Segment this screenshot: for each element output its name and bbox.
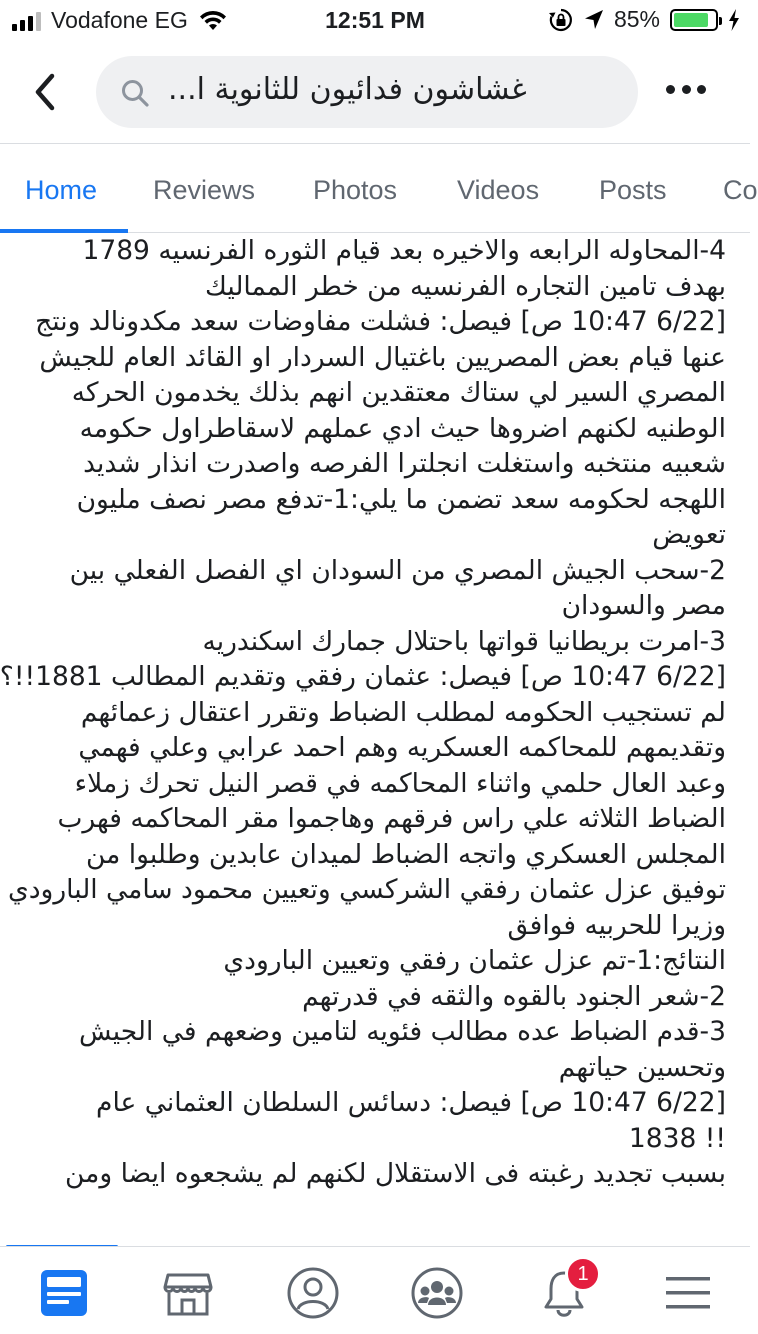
post-line: اللهجه لحكومه سعد تضمن ما يلي:1-تدفع مصر نصف مليون [76,483,726,515]
post-line: وعبد العال حلمي واثناء المحاكمه في قصر النيل تحرك زملاء [74,767,726,799]
search-icon [120,78,150,108]
post-line: النتائج:1-تم عزل عثمان رفقي وتعيين البارودي [223,945,726,976]
status-bar [0,0,750,40]
search-bar[interactable] [96,56,638,128]
status-time: 12:51 PM [325,7,425,33]
post-line: تعويض [652,519,726,550]
post-line: شعبيه منتخبه واستغلت انجلترا الفرصه واصدرت انذار شديد [83,448,726,479]
post-line: 3-امرت بريطانيا قواتها باحتلال جمارك اسكندريه [202,625,726,657]
post-line: توفيق عزل عثمان رفقي الشركسي وتعيين محمود سامي البارودي [7,874,726,905]
carrier-name: Vodafone EG [51,7,188,33]
post-line: [6/22 10:47 ص] فيصل: فشلت مفاوضات سعد مكدونالد ونتج [35,306,726,337]
bottom-nav [0,1246,750,1334]
charging-bolt-icon [728,9,740,31]
post-line: عنها قيام بعض المصريين باغتيال السردار او القائد العام للجيش [39,341,726,373]
post-line: 3-قدم الضباط عده مطالب فئويه لتامين وضعهم في الجيش [79,1016,726,1047]
post-line: 4-المحاوله الرابعه والاخيره بعد قيام الثوره الفرنسيه 1789 [82,235,726,266]
tab-posts[interactable]: Posts [599,175,667,205]
battery-fill [674,13,708,27]
post-line: 2-شعر الجنود بالقوه والثقه في قدرتهم [302,980,726,1012]
post-line: وزيرا للحربيه فوافق [507,909,726,941]
post-line: الضباط الثلاثه علي راس فرقهم وهاجموا مقر المحاكمه فهرب [57,803,726,834]
page-tabs [0,145,758,233]
more-dots-icon [666,85,675,94]
more-options-button[interactable] [666,82,706,98]
post-content[interactable] [0,233,750,1246]
page-header [0,40,750,144]
profile-icon[interactable] [285,1265,341,1321]
battery-icon [670,9,718,31]
notification-badge: 1 [565,1256,601,1292]
groups-icon[interactable] [409,1265,465,1321]
post-line: وتحسين حياتهم [558,1051,726,1083]
post-line: بسبب تجديد رغبته فى الاستقلال لكنهم لم يشجعوه ايضا ومن [65,1158,726,1189]
post-line: 1838 !! [628,1122,726,1154]
back-button[interactable] [30,72,60,112]
rotation-lock-icon [548,7,574,33]
battery-percent: 85% [613,6,660,32]
tab-reviews[interactable]: Reviews [153,175,256,205]
post-line: مصر والسودان [561,590,726,621]
post-line: [6/22 10:47 ص] فيصل: دسائس السلطان العثماني عام [96,1087,726,1118]
status-right [548,6,740,33]
menu-icon[interactable] [660,1265,716,1321]
post-line: وتقديمهم للمحاكمه العسكريه وهم احمد عرابي وعلي فهمي [78,732,726,763]
location-arrow-icon [584,9,604,31]
feed-icon[interactable] [36,1265,92,1321]
post-line: الوطنيه لكنهم اضروها حيث ادي عملهم لاسقاطراول حكومه [79,412,726,444]
post-line: المجلس العسكري واتجه الضباط لميدان عابدين وطلبوا من [85,838,726,870]
post-line: بهدف تامين التجاره الفرنسيه من خطر المماليك [205,270,726,302]
marketplace-icon[interactable] [160,1265,216,1321]
post-text [0,233,726,1192]
tab-photos[interactable]: Photos [313,175,398,205]
search-query-text: غشاشون فدائيون للثانوية ا... [168,72,527,107]
tab-home[interactable]: Home [25,175,98,205]
post-line: [6/22 10:47 ص] فيصل: عثمان رفقي وتقديم المطالب 1881!!؟ [0,661,726,692]
post-line: 2-سحب الجيش المصري من السودان اي الفصل الفعلي بين [69,554,726,586]
tab-more[interactable]: Co [723,175,758,205]
tab-videos[interactable]: Videos [457,175,540,205]
post-line: المصري السير لي ستاك معتقدين انهم بذلك يخدمون الحركه [71,377,726,408]
post-line: لم تستجيب الحكومه لمطلب الضباط وتقرر اعتقال زعمائهم [80,696,726,728]
